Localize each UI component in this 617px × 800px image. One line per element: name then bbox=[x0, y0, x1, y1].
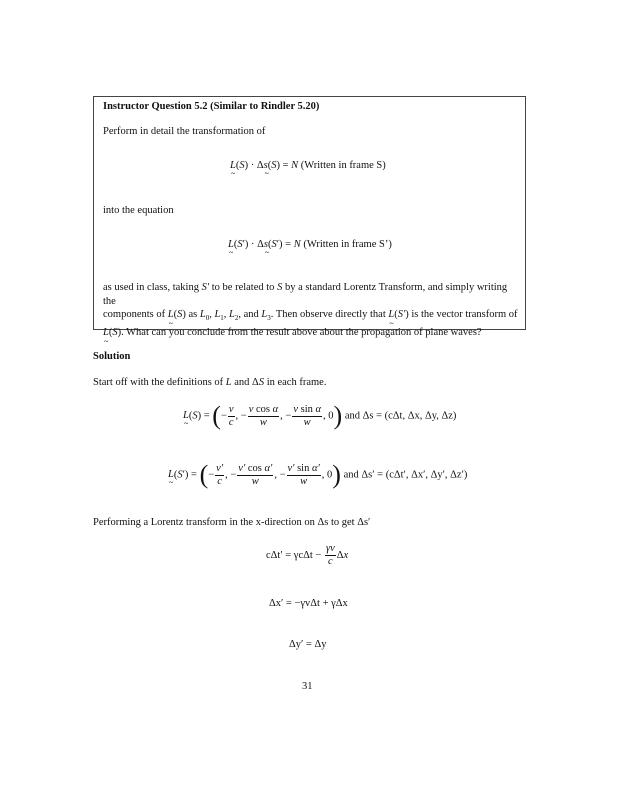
equation-frame-s: L ~(S) · Δs ~(S) = N (Written in frame S) bbox=[230, 160, 386, 171]
definition-ds-prime: Δs′ = (cΔt′, Δx′, Δy′, Δz′) bbox=[361, 469, 468, 481]
paragraph-line-1: as used in class, taking S′ to be related to S by a standard Lorentz Transform, and simply writing the bbox=[103, 282, 508, 307]
equation-x-prime: Δx′ = −γvΔt + γΔx bbox=[269, 598, 348, 609]
question-title: Instructor Question 5.2 (Similar to Rindler 5.20) bbox=[103, 101, 320, 112]
definition-l-s: L ~(S) = (− $\frac{v}{c}$ , − $\frac{\text{v cos α}}{w}$ , − $\frac{\text{v sin α}}{w}$ , 0) and Δs = (cΔt, Δx, Δy, Δz) bbox=[183, 403, 456, 429]
paragraph-line-3: L ~(S). What can you conclude from the result above about the propagation of plane waves? bbox=[103, 326, 521, 340]
equation-ct-prime-lhs: cΔt′ = γcΔt − bbox=[266, 549, 322, 561]
paragraph-line-2: components of L ~(S) as $L_0$, $L_1$, $L_2$, and $L_3$. Then observe directly that L ~(S′) is the vector transform of bbox=[103, 308, 521, 326]
page-number: 31 bbox=[302, 681, 313, 692]
definition-l-s-prime: L ~(S′) = (− $\frac{v'}{c}$ , − $\frac{\text{v′ cos α′}}{w}$ , − $\frac{\text{v′ sin α′}}{w}$ , 0) and Δs′ = (cΔt′, Δx′, Δy′, Δz′) bbox=[168, 462, 467, 488]
and-word-1: and bbox=[344, 410, 360, 422]
equation-ct-prime: cΔt′ = γcΔt − $\frac{\gamma v}{c}$ Δx bbox=[266, 543, 349, 567]
solution-intro: Start off with the definitions of L and ΔS in each frame. bbox=[93, 377, 327, 388]
lorentz-text: Performing a Lorentz transform in the x-direction on Δs to get Δs′ bbox=[93, 517, 371, 528]
equation-frame-s-prime: L ~(S′) · Δs ~(S′) = N (Written in frame S’) bbox=[228, 239, 392, 250]
question-paragraph bbox=[103, 281, 521, 339]
and-word-2: and bbox=[343, 469, 359, 481]
question-intro: Perform in detail the transformation of bbox=[103, 126, 266, 137]
equation-frame-s-prime-note: (Written in frame S’) bbox=[303, 239, 392, 250]
solution-heading: Solution bbox=[93, 351, 131, 362]
definition-ds: Δs = (cΔt, Δx, Δy, Δz) bbox=[362, 410, 457, 422]
into-text: into the equation bbox=[103, 205, 174, 216]
equation-frame-s-note: (Written in frame S) bbox=[300, 160, 386, 171]
equation-y-prime: Δy′ = Δy bbox=[289, 639, 327, 650]
